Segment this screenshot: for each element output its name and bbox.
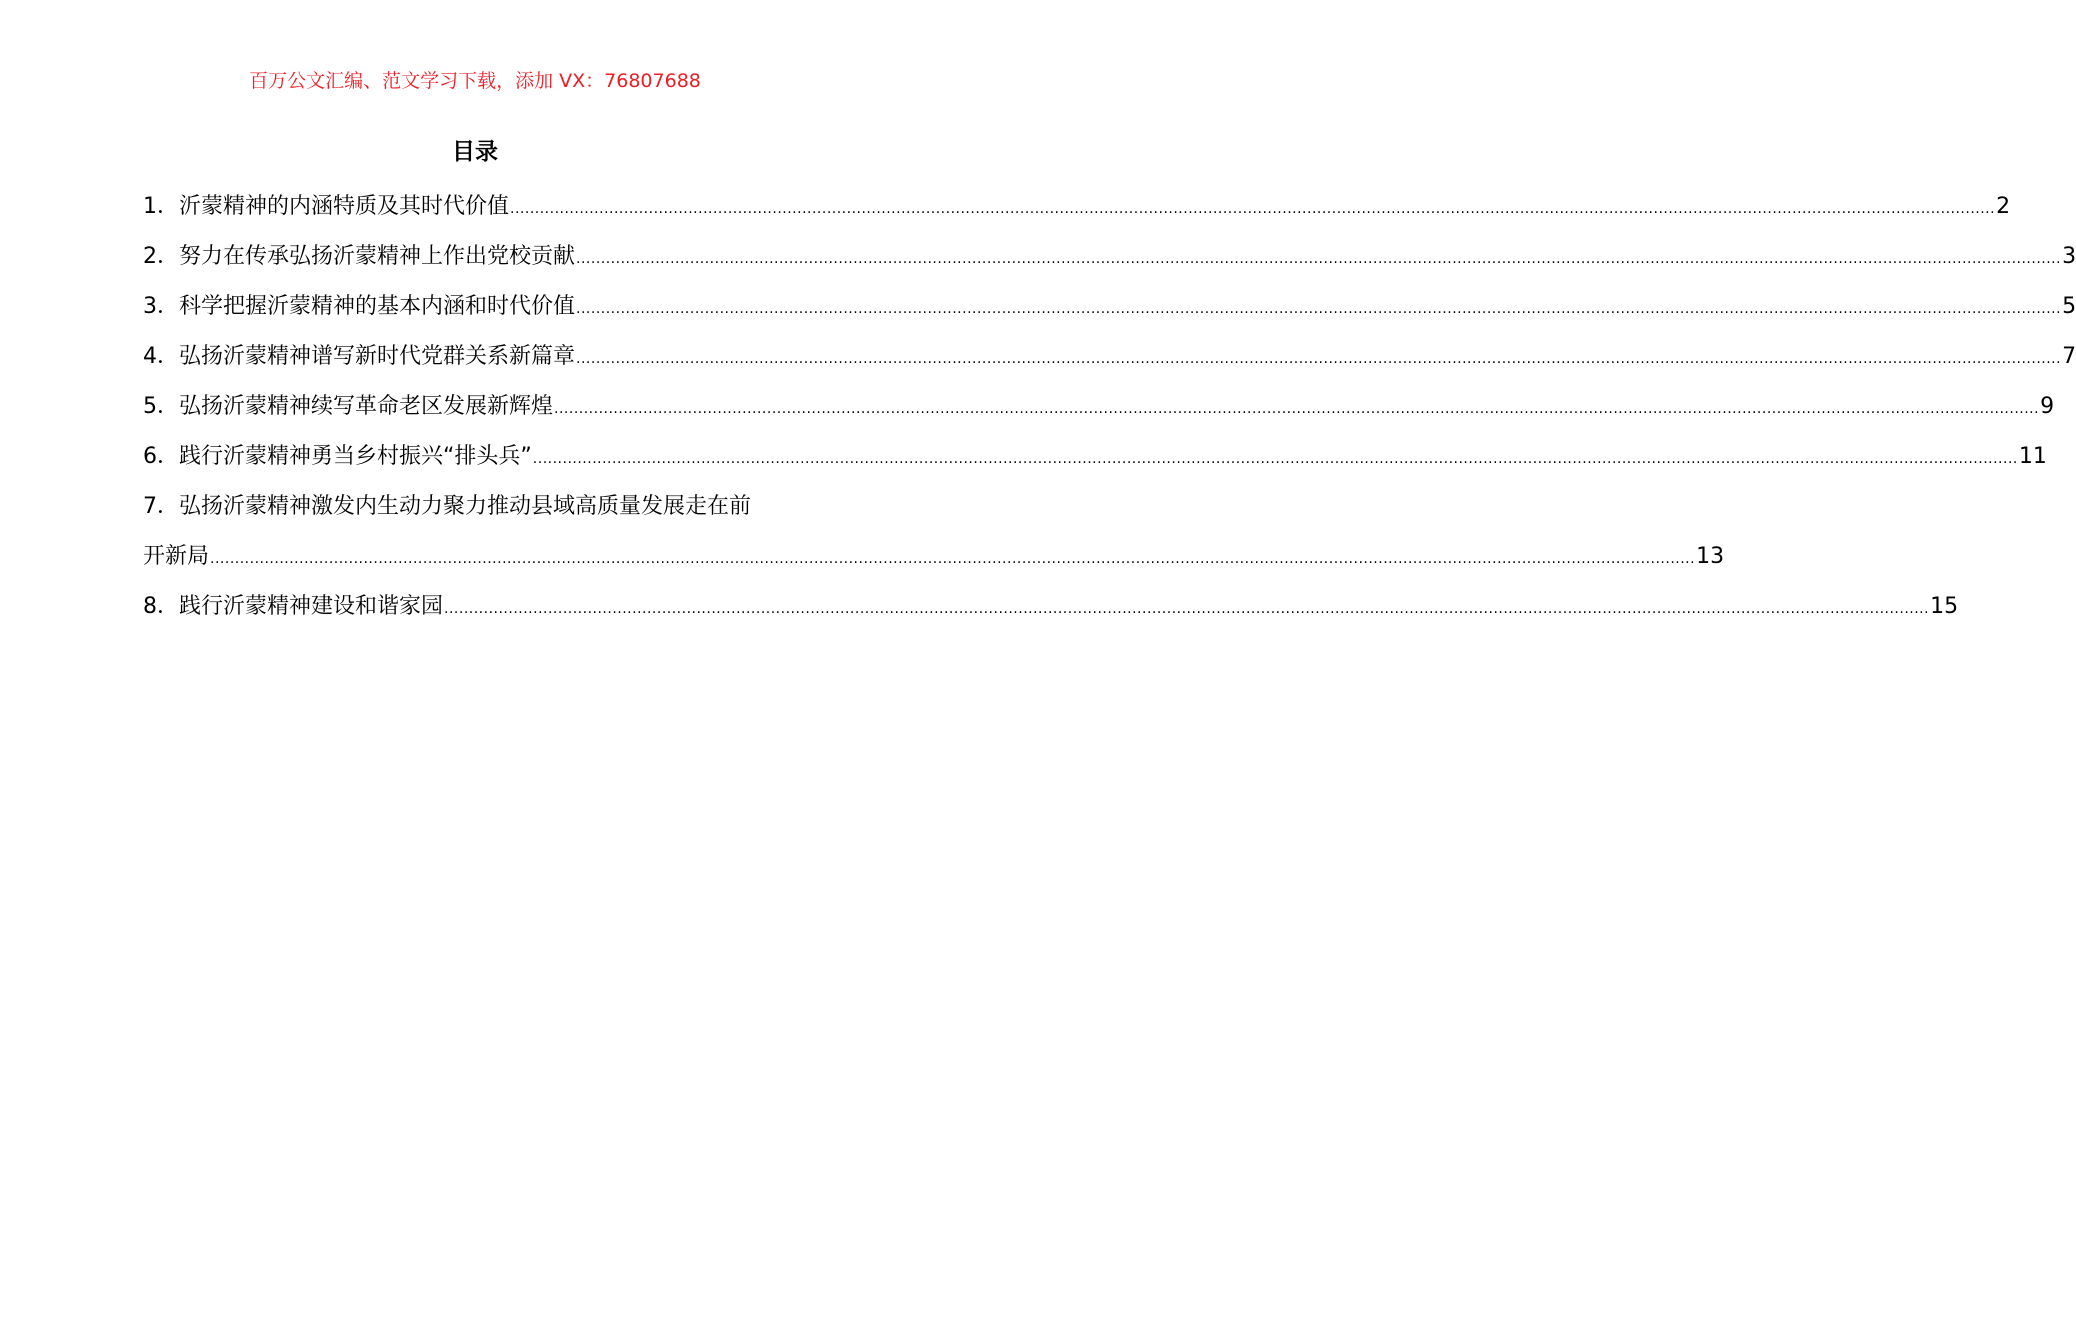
toc-entry-4[interactable] — [143, 332, 2076, 382]
dot-leader: ............................................................................................................................................................................................................................................................................................................ — [576, 251, 2062, 267]
toc-entry-page: 9 — [2040, 394, 2055, 419]
toc-entry-page: 2 — [1996, 194, 2011, 219]
toc-entry-text: 弘扬沂蒙精神激发内生动力聚力推动县域高质量发展走在前 — [179, 494, 752, 519]
toc-title: 目录 — [452, 139, 498, 165]
toc-entry-6[interactable] — [143, 432, 2047, 482]
dot-leader: ............................................................................................................................................................................................................................................................................................................ — [576, 351, 2062, 367]
toc-entry-page: 7 — [2062, 344, 2076, 369]
toc-entry-2[interactable] — [143, 232, 2076, 282]
toc-list — [143, 182, 2076, 632]
toc-entry-page: 11 — [2018, 444, 2047, 469]
toc-entry-7[interactable] — [143, 482, 1725, 582]
toc-entry-text: 努力在传承弘扬沂蒙精神上作出党校贡献 — [179, 244, 576, 269]
toc-entry-number: 2． — [143, 244, 179, 269]
toc-entry-1[interactable] — [143, 182, 2011, 232]
toc-entry-text-continued: 开新局 — [143, 544, 210, 569]
toc-entry-8[interactable] — [143, 582, 1959, 632]
dot-leader: ............................................................................................................................................................................................................................................................................................................ — [444, 601, 1930, 617]
toc-entry-text: 科学把握沂蒙精神的基本内涵和时代价值 — [179, 294, 576, 319]
dot-leader: ............................................................................................................................................................................................................................................................................................................ — [554, 401, 2040, 417]
toc-entry-number: 3． — [143, 294, 179, 319]
toc-entry-number: 4． — [143, 344, 179, 369]
toc-entry-5[interactable] — [143, 382, 2055, 432]
toc-entry-number: 7． — [143, 494, 179, 519]
toc-entry-text: 践行沂蒙精神建设和谐家园 — [179, 594, 444, 619]
dot-leader: ............................................................................................................................................................................................................................................................................................................ — [532, 451, 2018, 467]
toc-entry-page: 3 — [2062, 244, 2076, 269]
toc-entry-number: 8． — [143, 594, 179, 619]
toc-entry-text: 沂蒙精神的内涵特质及其时代价值 — [179, 194, 510, 219]
toc-entry-text: 弘扬沂蒙精神谱写新时代党群关系新篇章 — [179, 344, 576, 369]
toc-entry-page: 15 — [1930, 594, 1959, 619]
toc-entry-number: 5． — [143, 394, 179, 419]
toc-entry-text: 弘扬沂蒙精神续写革命老区发展新辉煌 — [179, 394, 554, 419]
dot-leader: ............................................................................................................................................................................................................................................................................................................ — [210, 551, 1696, 567]
toc-entry-page: 13 — [1696, 544, 1725, 569]
toc-entry-3[interactable] — [143, 282, 2076, 332]
dot-leader: ............................................................................................................................................................................................................................................................................................................ — [576, 301, 2062, 317]
header-notice: 百万公文汇编、范文学习下载，添加 VX：76807688 — [249, 70, 701, 92]
toc-entry-number: 6． — [143, 444, 179, 469]
dot-leader: ............................................................................................................................................................................................................................................................................................................ — [510, 201, 1996, 217]
toc-entry-number: 1． — [143, 194, 179, 219]
toc-entry-page: 5 — [2062, 294, 2076, 319]
toc-entry-text: 践行沂蒙精神勇当乡村振兴“排头兵” — [179, 444, 532, 469]
